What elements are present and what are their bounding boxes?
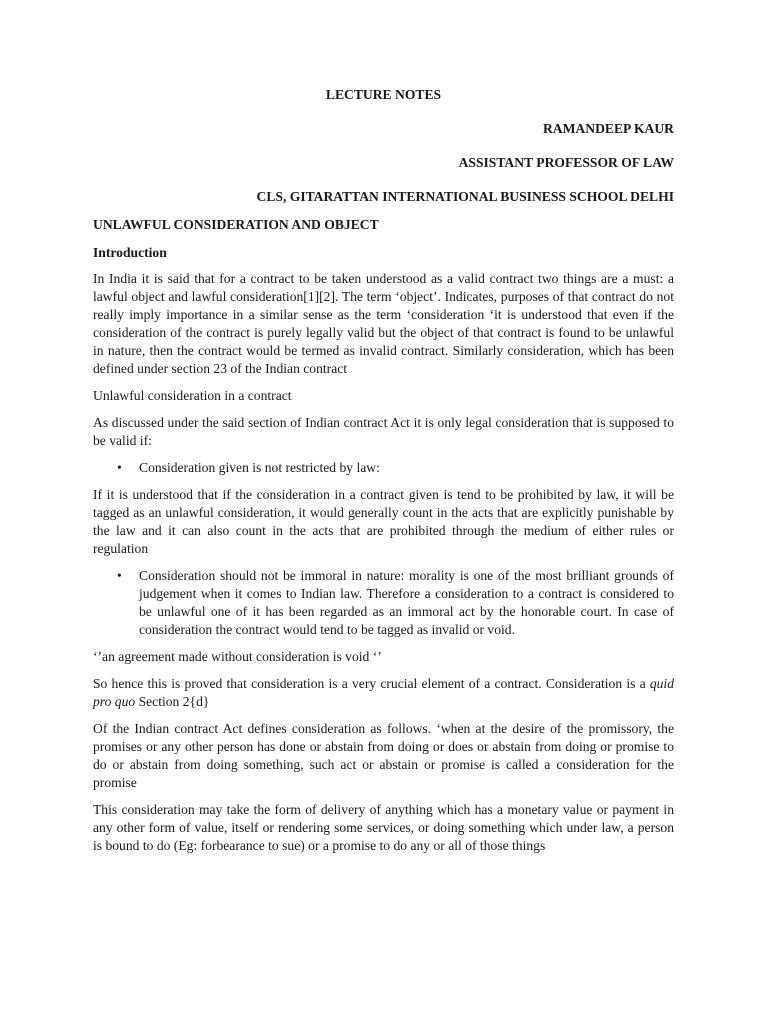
list-item [117,567,674,639]
document-page [93,86,674,864]
subsection-title: Introduction [93,245,167,260]
paragraph-as-discussed: As discussed under the said section of Indian contract Act it is only legal consideration that is supposed to be valid if: [93,415,674,448]
paragraph-intro: In India it is said that for a contract to be taken understood as a valid contract two things are a must: a lawful object and lawful consideration[1][2]. The term ‘object’. Indicates, purposes of that contract do not really imply importance in a similar sense as the term ‘consideration ‘it is understood that even if the consideration of the contract is purely legally valid but the object of that contract is found to be unlawful in nature, then the contract would be termed as invalid contract. Similarly consideration, which has been defined under section 23 of the Indian contract [93,271,674,376]
quid-pro-quo: quid pro quo [93,676,674,709]
list-item-text: Consideration given is not restricted by law: [139,460,380,475]
section-reference: Section 2{d} [138,694,210,709]
author-institution: CLS, GITARATTAN INTERNATIONAL BUSINESS SCHOOL DELHI [256,189,674,204]
paragraph-if-understood: If it is understood that if the consideration in a contract given is tend to be prohibited by law, it will be tagged as an unlawful consideration, it would generally count in the acts that are explicitly punishable by the law and it can also count in the acts that are prohibited through the medium of either rules or regulation [93,487,674,556]
bullet-list-1 [93,459,674,477]
bullet-icon: • [117,568,122,583]
so-hence-text: So hence this is proved that consideration is a very crucial element of a contract. Consideration is a [93,676,646,691]
paragraph-quote: ‘’an agreement made without consideration is void ‘’ [93,649,382,664]
paragraph-so-hence [93,675,674,711]
section-title: UNLAWFUL CONSIDERATION AND OBJECT [93,217,379,232]
list-item [117,459,674,477]
paragraph-unlawful-heading: Unlawful consideration in a contract [93,388,292,403]
bullet-icon: • [117,460,122,475]
list-item-text: Consideration should not be immoral in nature: morality is one of the most brilliant grounds of judgement when it comes to Indian law. Therefore a consideration to a contract is considered to be unlawful one of it has been regarded as an immoral act by the honorable court. In case of consideration the contract would tend to be tagged as invalid or void. [139,568,674,637]
author-role: ASSISTANT PROFESSOR OF LAW [458,155,674,170]
paragraph-of-the-indian: Of the Indian contract Act defines consideration as follows. ‘when at the desire of the promissory, the promises or any other person has done or abstain from doing or does or abstain from doing or promise to do or abstain from doing something, such act or abstain or promise is called a consideration for the promise [93,721,674,790]
author-name: RAMANDEEP KAUR [542,121,674,136]
bullet-list-2 [93,567,674,639]
document-title: LECTURE NOTES [325,87,442,102]
paragraph-this-consideration: This consideration may take the form of delivery of anything which has a monetary value or payment in any other form of value, itself or rendering some services, or doing something which under law, a person is bound to do (Eg: forbearance to sue) or a promise to do any or all of those things [93,802,674,853]
